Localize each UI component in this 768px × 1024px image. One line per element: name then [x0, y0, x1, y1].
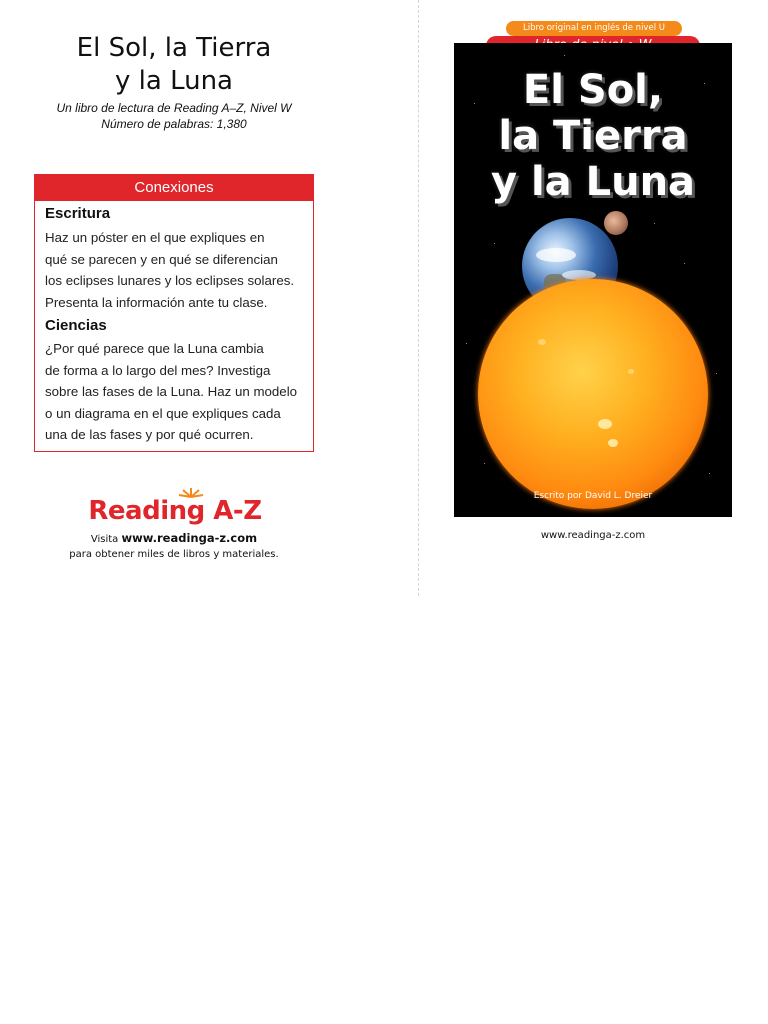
text-line: Presenta la información ante tu clase.	[45, 294, 268, 310]
fold-line	[418, 0, 419, 596]
text-line: ¿Por qué parece que la Luna cambia	[45, 341, 264, 356]
book-level-info: Un libro de lectura de Reading A–Z, Nivel W	[56, 101, 292, 115]
section-text-ciencias	[45, 338, 307, 446]
logo-text: Reading A-Z	[88, 496, 262, 526]
book-subtitle	[34, 100, 314, 132]
section-text-escritura	[45, 227, 307, 313]
reading-az-logo	[60, 484, 290, 534]
section-title-ciencias: Ciencias	[45, 317, 107, 334]
text-line: sobre las fases de la Luna. Haz un modelo	[45, 384, 298, 399]
text-line: de forma a lo largo del mes? Investiga	[45, 362, 271, 378]
text-line: o un diagrama en el que expliques cada	[45, 405, 281, 421]
book-title-line-2: y la Luna	[115, 66, 233, 96]
cover-title-line-3: y la Luna	[490, 159, 696, 205]
visit-url-link[interactable]: www.readinga-z.com	[121, 531, 258, 545]
text-line: qué se parecen y en qué se diferencian	[45, 251, 278, 267]
original-level-badge: Libro original en inglés de nivel U	[506, 21, 682, 36]
conexiones-header: Conexiones	[35, 175, 313, 201]
word-count: Número de palabras: 1,380	[101, 117, 247, 131]
cover-title-line-2: la Tierra	[498, 113, 688, 159]
conexiones-box	[34, 174, 314, 452]
visit-prefix: Visita	[90, 534, 119, 545]
moon-illustration	[604, 211, 628, 235]
cover-image	[454, 43, 732, 517]
visit-line	[34, 531, 314, 545]
text-line: una de las fases y por qué ocurren.	[45, 427, 254, 442]
text-line: Haz un póster en el que expliques en	[45, 230, 265, 245]
text-line: los eclipses lunares y los eclipses solares.	[45, 273, 295, 288]
visit-line-2: para obtener miles de libros y materiales.	[69, 549, 279, 560]
sun-illustration	[478, 279, 708, 509]
cover-author: Escrito por David L. Dreier	[533, 491, 653, 501]
section-title-escritura: Escritura	[45, 205, 111, 222]
cover-title	[454, 67, 732, 205]
cover-title-line-1: El Sol,	[522, 67, 664, 113]
book-title-line-1: El Sol, la Tierra	[76, 33, 272, 63]
cover-url-link[interactable]: www.readinga-z.com	[540, 530, 646, 541]
book-title	[34, 32, 314, 98]
